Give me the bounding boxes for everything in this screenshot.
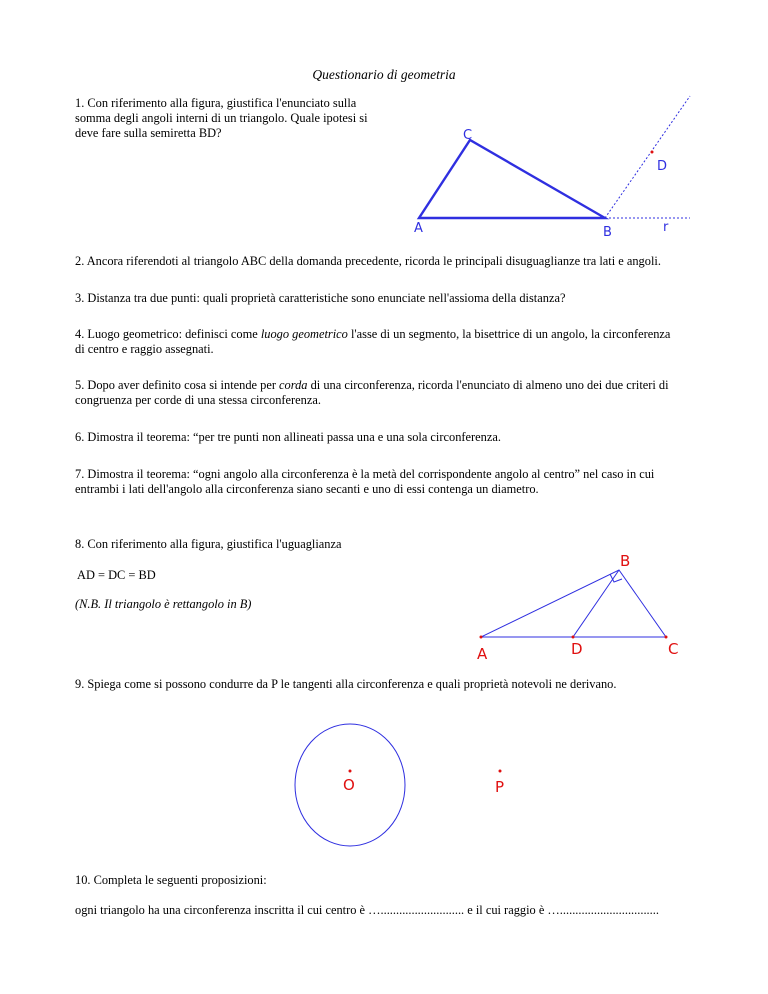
q8-line-1: 8. Con riferimento alla figura, giustifica l'uguaglianza <box>75 537 342 551</box>
q10-line-1: 10. Completa le seguenti proposizioni: <box>75 873 267 887</box>
label-a-q1: A <box>414 221 423 236</box>
label-d-q8: D <box>571 640 583 658</box>
q9-text: 9. Spiega come si possono condurre da P le tangenti alla circonferenza e quali proprietà notevoli ne derivano. <box>75 677 617 691</box>
label-c-q1: C <box>463 128 473 143</box>
label-a-q8: A <box>477 645 488 663</box>
q10-line-2: ogni triangolo ha una circonferenza inscritta il cui centro è …........................... e il cui raggio è …................................ <box>75 903 659 917</box>
q2-text: 2. Ancora riferendoti al triangolo ABC della domanda precedente, ricorda le principali disuguaglianze tra lati e angoli. <box>75 254 661 268</box>
label-c-q8: C <box>668 640 679 658</box>
q4-line-2: di centro e raggio assegnati. <box>75 342 214 356</box>
label-d-q1: D <box>657 159 668 174</box>
q4-before: 4. Luogo geometrico: definisci come <box>75 327 261 341</box>
q5-line-2: congruenza per corde di una stessa circonferenza. <box>75 393 321 407</box>
q1-line-3: deve fare sulla semiretta BD? <box>75 126 222 140</box>
label-b-q1: B <box>603 225 612 240</box>
q4-after: l'asse di un segmento, la bisettrice di un angolo, la circonferenza <box>347 327 671 341</box>
q1-line-2: somma degli angoli interni di un triangolo. Quale ipotesi si <box>75 111 368 125</box>
q4-emph: luogo geometrico <box>260 327 348 341</box>
page-title: Questionario di geometria <box>312 67 456 82</box>
q5-after: di una circonferenza, ricorda l'enunciato di almeno uno dei due criteri di <box>307 378 669 392</box>
q6-text: 6. Dimostra il teorema: “per tre punti non allineati passa una e una sola circonferenza. <box>75 430 501 444</box>
point-p <box>499 770 502 773</box>
q1-line-1: 1. Con riferimento alla figura, giustifica l'enunciato sulla <box>75 96 357 110</box>
label-b-q8: B <box>620 552 631 570</box>
label-p: P <box>495 778 505 796</box>
q5-before: 5. Dopo aver definito cosa si intende per <box>75 378 280 392</box>
q7-line-2: entrambi i lati dell'angolo alla circonferenza siano secanti e uno di essi contenga un diametro. <box>75 482 539 496</box>
label-o: O <box>343 776 355 794</box>
q8-note: (N.B. Il triangolo è rettangolo in B) <box>75 597 252 611</box>
point-o <box>349 770 352 773</box>
q5-emph: corda <box>279 378 308 392</box>
q3-text: 3. Distanza tra due punti: quali proprietà caratteristiche sono enunciate nell'assioma della distanza? <box>75 291 566 305</box>
q7-line-1: 7. Dimostra il teorema: “ogni angolo alla circonferenza è la metà del corrispondente angolo al centro” nel caso in cui <box>75 467 655 481</box>
q8-equality: AD = DC = BD <box>77 568 156 582</box>
label-r-q1: r <box>663 220 669 235</box>
